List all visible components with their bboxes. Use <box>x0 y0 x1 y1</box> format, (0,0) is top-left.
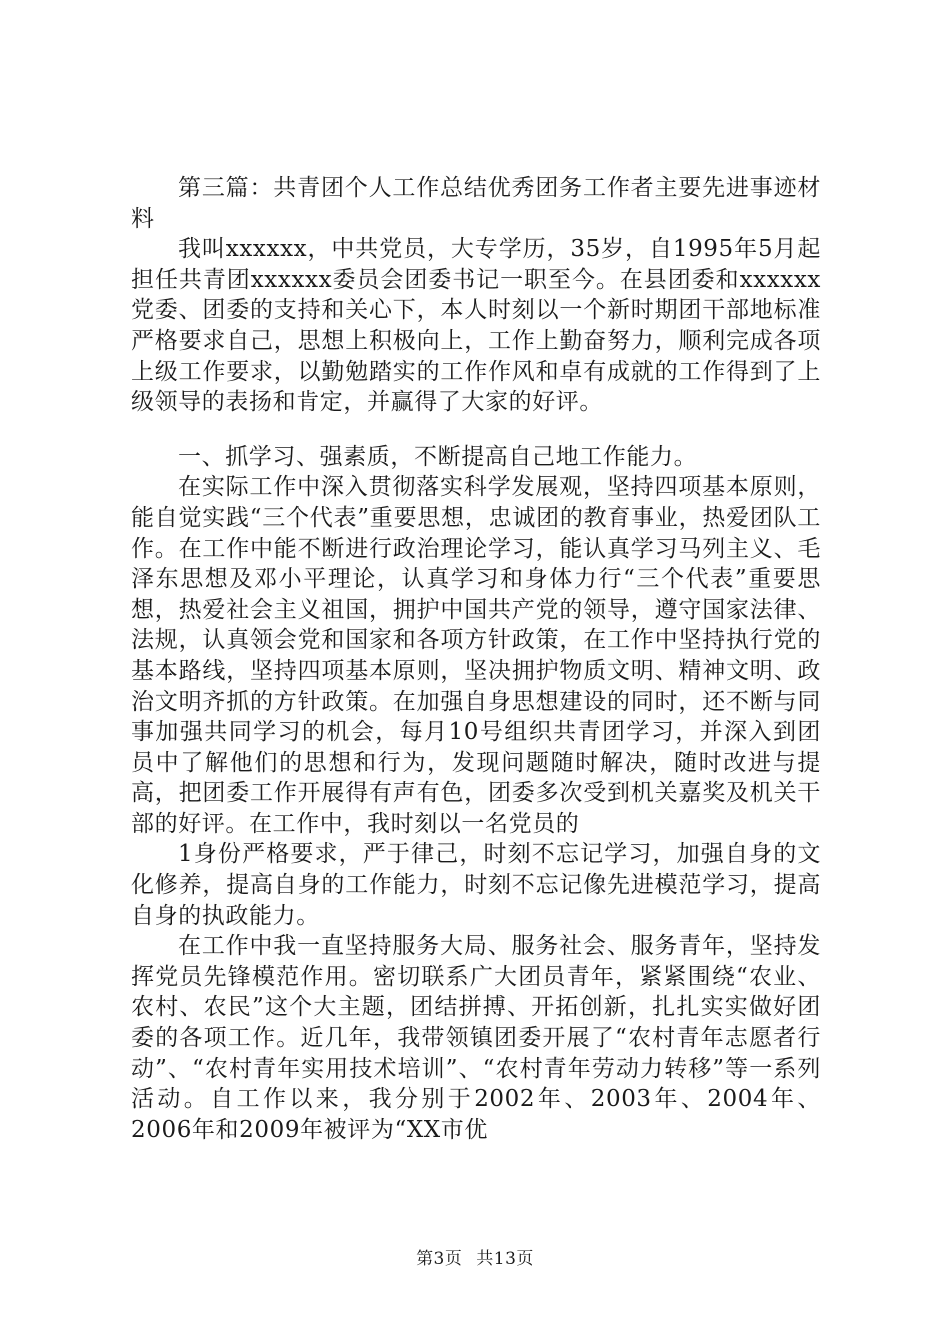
paragraph-intro: 我叫xxxxxx，中共党员，大专学历，35岁，自1995年5月起担任共青团xxxxxx委员会团委书记一职至今。在县团委和xxxxxx党委、团委的支持和关心下，本人时刻以一个新时期团干部地标准严格要求自己，思想上积极向上，工作上勤奋努力，顺利完成各项上级工作要求，以勤勉踏实的工作作风和卓有成就的工作得到了上级领导的表扬和肯定，并赢得了大家的好评。 <box>131 236 821 416</box>
paragraph-identity: 1身份严格要求，严于律己，时刻不忘记学习，加强自身的文化修养，提高自身的工作能力，时刻不忘记像先进模范学习，提高自身的执政能力。 <box>131 841 821 929</box>
paragraph-study: 在实际工作中深入贯彻落实科学发展观，坚持四项基本原则，能自觉实践“三个代表”重要思想，忠诚团的教育事业，热爱团队工作。在工作中能不断进行政治理论学习，能认真学习马列主义、毛泽东思想及邓小平理论，认真学习和身体力行“三个代表”重要思想，热爱社会主义祖国，拥护中国共产党的领导，遵守国家法律、法规，认真领会党和国家和各项方针政策，在工作中坚持执行党的基本路线，坚持四项基本原则，坚决拥护物质文明、精神文明、政治文明齐抓的方针政策。在加强自身思想建设的同时，还不断与同事加强共同学习的机会，每月10号组织共青团学习，并深入到团员中了解他们的思想和行为，发现问题随时解决，随时改进与提高，把团委工作开展得有声有色，团委多次受到机关嘉奖及机关干部的好评。在工作中，我时刻以一名党员的 <box>131 474 821 837</box>
page-number: 第3页 <box>416 1249 463 1269</box>
page-footer <box>0 1244 950 1269</box>
paragraph-service: 在工作中我一直坚持服务大局、服务社会、服务青年，坚持发挥党员先锋模范作用。密切联系广大团员青年，紧紧围绕“农业、农村、农民”这个大主题，团结拼搏、开拓创新，扎扎实实做好团委的各项工作。近几年，我带领镇团委开展了“农村青年志愿者行动”、“农村青年实用技术培训”、“农村青年劳动力转移”等一系列活动。自工作以来，我分别于2002年、2003年、2004年、2006年和2009年被评为“XX市优 <box>131 933 821 1143</box>
document-body <box>131 173 821 1145</box>
section-heading: 一、抓学习、强素质，不断提高自己地工作能力。 <box>178 443 698 470</box>
document-title: 第三篇：共青团个人工作总结优秀团务工作者主要先进事迹材料 <box>131 175 821 232</box>
page-total: 共13页 <box>476 1249 534 1269</box>
